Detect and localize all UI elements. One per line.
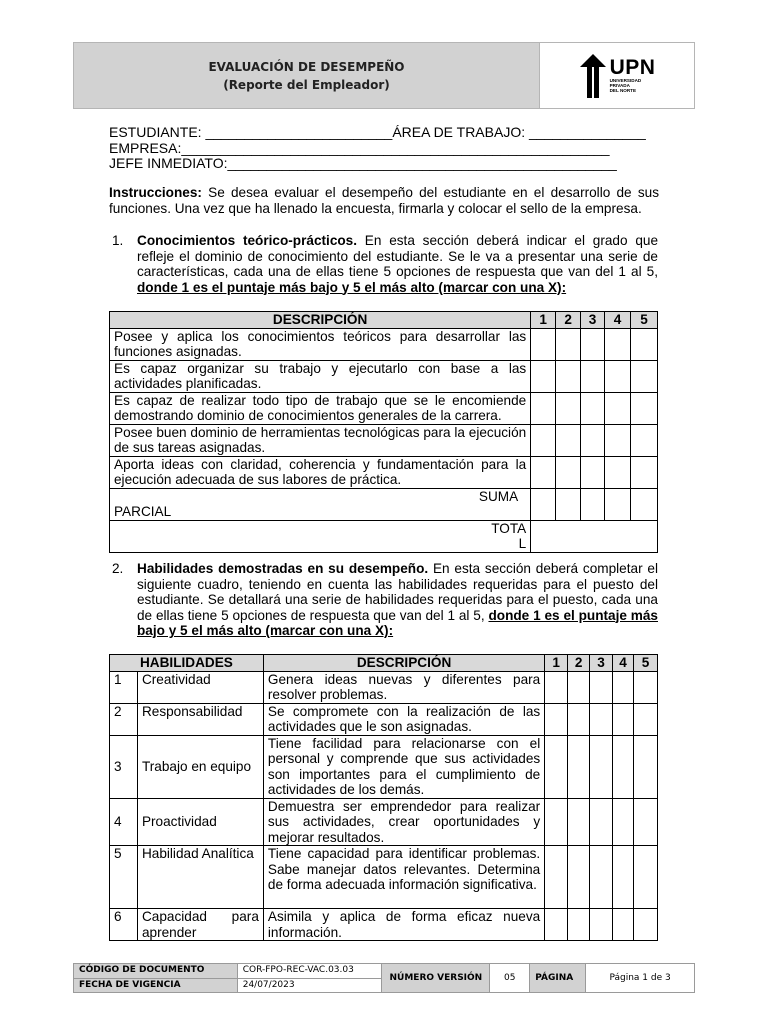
score-cell[interactable] (545, 909, 568, 941)
upn-logo (539, 43, 694, 108)
score-cell[interactable] (634, 846, 658, 909)
score-cell[interactable] (531, 488, 556, 520)
table-row (110, 328, 658, 360)
skill-name: Capacidad para aprender (137, 909, 263, 941)
skill-description: Asimila y aplica de forma eficaz nueva información. (263, 909, 544, 941)
table1-row-2-description: Es capaz organizar su trabajo y ejecutarlo con base a las actividades planificadas. (110, 360, 531, 392)
skill-name: Habilidad Analítica (137, 846, 263, 909)
section-2-emphasis: donde 1 es el puntaje más bajo y 5 el más alto (marcar con una X): (137, 607, 658, 638)
score-cell[interactable] (556, 328, 581, 360)
instructions (109, 185, 659, 216)
score-cell[interactable] (545, 671, 568, 703)
score-cell[interactable] (531, 392, 556, 424)
table1-row-3-description: Es capaz de realizar todo tipo de trabajo que se le encomiende demostrando dominio de conocimientos generales de la carrera. (110, 392, 531, 424)
score-cell[interactable] (556, 424, 581, 456)
logo-line-2: PRIVADA (609, 83, 630, 88)
score-cell[interactable] (568, 671, 590, 703)
document-title: EVALUACIÓN DE DESEMPEÑO (208, 59, 405, 74)
page-label: PÁGINA (530, 964, 586, 993)
score-cell[interactable] (605, 328, 631, 360)
table-row (110, 456, 658, 488)
score-cell[interactable] (631, 328, 658, 360)
score-cell[interactable] (545, 735, 568, 798)
table1-score-2: 2 (556, 312, 581, 329)
table-row (110, 360, 658, 392)
score-cell[interactable] (568, 735, 590, 798)
skill-description: Tiene facilidad para relacionarse con el personal y comprende que sus actividades son importantes para el cumplimiento de actividades de los demás. (263, 735, 544, 798)
table1-row-5-description: Aporta ideas con claridad, coherencia y fundamentación para la ejecución adecuada de sus labores de práctica. (110, 456, 531, 488)
score-cell[interactable] (590, 703, 613, 735)
score-cell[interactable] (581, 392, 605, 424)
table-row (110, 846, 658, 909)
score-cell[interactable] (581, 488, 605, 520)
instructions-label: Instrucciones: (109, 185, 202, 200)
skill-description: Se compromete con la realización de las actividades que le son asignadas. (263, 703, 544, 735)
score-cell[interactable] (568, 703, 590, 735)
footer-row-1 (74, 964, 695, 979)
score-cell[interactable] (545, 846, 568, 909)
section-1-intro (137, 233, 658, 295)
knowledge-table (109, 311, 658, 553)
table2-score-2: 2 (568, 655, 590, 672)
total-row (110, 520, 658, 552)
score-cell[interactable] (613, 735, 634, 798)
score-cell[interactable] (631, 424, 658, 456)
table-row (110, 671, 658, 703)
score-cell[interactable] (605, 488, 631, 520)
score-cell[interactable] (605, 456, 631, 488)
student-area-field[interactable]: ESTUDIANTE: ________________________ÁREA DE TRABAJO: _______________ (109, 125, 646, 140)
score-cell[interactable] (531, 424, 556, 456)
logo-name: UPN (609, 56, 656, 79)
row-number: 5 (110, 846, 138, 909)
table-row (110, 735, 658, 798)
table-row (110, 798, 658, 846)
score-cell[interactable] (531, 360, 556, 392)
version-label: NÚMERO VERSIÓN (382, 964, 490, 993)
partial-sum-label: SUMA PARCIAL (110, 488, 531, 520)
table1-description-header: DESCRIPCIÓN (110, 312, 531, 329)
table2-score-3: 3 (590, 655, 613, 672)
skills-header: HABILIDADES (110, 655, 264, 672)
score-cell[interactable] (581, 360, 605, 392)
score-cell[interactable] (631, 392, 658, 424)
table1-score-3: 3 (581, 312, 605, 329)
logo-line-1: UNIVERSIDAD (609, 78, 642, 83)
skills-table (109, 654, 658, 941)
score-cell[interactable] (581, 328, 605, 360)
section-2-text: En esta sección deberá completar el siguiente cuadro, teniendo en cuenta las habilidades requeridas para el puesto del estudiante. Se detallará una serie de habilidades requeridas para el puesto, cada una de ellas tiene 5 opciones de respuesta que van del 1 al 5, (137, 561, 658, 623)
score-cell[interactable] (568, 798, 590, 846)
table2-score-5: 5 (634, 655, 658, 672)
table1-row-4-description: Posee buen dominio de herramientas tecnológicas para la ejecución de sus tareas asignadas. (110, 424, 531, 456)
score-cell[interactable] (581, 424, 605, 456)
score-cell[interactable] (631, 488, 658, 520)
table-row (110, 909, 658, 941)
score-cell[interactable] (634, 798, 658, 846)
document-header (73, 42, 695, 109)
section-2-number: 2. (112, 561, 124, 576)
score-cell[interactable] (545, 798, 568, 846)
table1-header-row (110, 312, 658, 329)
score-cell[interactable] (605, 392, 631, 424)
row-number: 6 (110, 909, 138, 941)
company-field[interactable]: EMPRESA:_______________________________________________________ (109, 140, 610, 156)
row-number: 3 (110, 735, 138, 798)
skill-name: Proactividad (137, 798, 263, 846)
validity-date-label: FECHA DE VIGENCIA (74, 978, 238, 993)
page-value: Página 1 de 3 (586, 964, 695, 993)
table-row (110, 392, 658, 424)
document-subtitle: (Reporte del Empleador) (223, 77, 390, 92)
table2-score-1: 1 (545, 655, 568, 672)
table1-score-4: 4 (605, 312, 631, 329)
score-cell[interactable] (613, 846, 634, 909)
validity-date-value: 24/07/2023 (237, 978, 382, 993)
section-1-emphasis: donde 1 es el puntaje más bajo y 5 el más alto (marcar con una X): (137, 279, 567, 295)
score-cell[interactable] (590, 671, 613, 703)
skill-description: Genera ideas nuevas y diferentes para resolver problemas. (263, 671, 544, 703)
document-code-label: CÓDIGO DE DOCUMENTO (74, 964, 238, 979)
score-cell[interactable] (613, 671, 634, 703)
score-cell[interactable] (605, 360, 631, 392)
table-row (110, 703, 658, 735)
table1-row-1-description: Posee y aplica los conocimientos teóricos para desarrollar las funciones asignadas. (110, 328, 531, 360)
table1-score-5: 5 (631, 312, 658, 329)
score-cell[interactable] (568, 909, 590, 941)
score-cell[interactable] (634, 735, 658, 798)
skill-description: Demuestra ser emprendedor para realizar sus actividades, crear oportunidades y mejorar resultados. (263, 798, 544, 846)
upn-arrow-icon (579, 54, 607, 98)
score-cell[interactable] (634, 703, 658, 735)
student-fields (109, 125, 659, 172)
document-footer (73, 963, 695, 993)
score-cell[interactable] (634, 909, 658, 941)
score-cell[interactable] (556, 488, 581, 520)
logo-line-3: DEL NORTE (609, 88, 637, 93)
document-code-value: COR-FPO-REC-VAC.03.03 (237, 964, 382, 979)
score-cell[interactable] (556, 456, 581, 488)
score-cell[interactable] (556, 360, 581, 392)
section-1-title: Conocimientos teórico-prácticos. (137, 233, 358, 248)
score-cell[interactable] (613, 798, 634, 846)
total-label: TOTA L (110, 520, 531, 552)
total-cell[interactable] (531, 520, 658, 552)
table2-score-4: 4 (613, 655, 634, 672)
section-1-text: En esta sección deberá indicar el grado que refleje el dominio de conocimiento del estudiante. Se le va a presentar una serie de características, cada una de ellas tiene 5 opciones de respuesta que van del 1 al 5, (137, 233, 659, 279)
score-cell[interactable] (613, 703, 634, 735)
skill-description: Tiene capacidad para identificar problemas. Sabe manejar datos relevantes. Determina de forma adecuada información significativa. (263, 846, 544, 909)
row-number: 2 (110, 703, 138, 735)
partial-sum-row (110, 488, 658, 520)
score-cell[interactable] (531, 456, 556, 488)
score-cell[interactable] (613, 909, 634, 941)
table2-header-row (110, 655, 658, 672)
row-number: 1 (110, 671, 138, 703)
section-1-number: 1. (112, 233, 124, 248)
score-cell[interactable] (631, 456, 658, 488)
row-number: 4 (110, 798, 138, 846)
skill-name: Creatividad (137, 671, 263, 703)
table-row (110, 424, 658, 456)
score-cell[interactable] (545, 703, 568, 735)
score-cell[interactable] (634, 671, 658, 703)
section-2-title: Habilidades demostradas en su desempeño. (137, 561, 429, 576)
table2-description-header: DESCRIPCIÓN (263, 655, 544, 672)
section-2-intro (137, 561, 658, 639)
score-cell[interactable] (590, 798, 613, 846)
score-cell[interactable] (531, 328, 556, 360)
score-cell[interactable] (556, 392, 581, 424)
supervisor-field[interactable]: JEFE INMEDIATO:__________________________________________________ (109, 156, 617, 171)
version-value: 05 (490, 964, 530, 993)
score-cell[interactable] (568, 846, 590, 909)
table1-score-1: 1 (531, 312, 556, 329)
skill-name: Trabajo en equipo (137, 735, 263, 798)
score-cell[interactable] (605, 424, 631, 456)
score-cell[interactable] (581, 456, 605, 488)
skill-name: Responsabilidad (137, 703, 263, 735)
score-cell[interactable] (590, 846, 613, 909)
header-title-block (74, 43, 539, 108)
score-cell[interactable] (631, 360, 658, 392)
score-cell[interactable] (590, 909, 613, 941)
score-cell[interactable] (590, 735, 613, 798)
instructions-text: Se desea evaluar el desempeño del estudiante en el desarrollo de sus funciones. Una vez que ha llenado la encuesta, firmarla y colocar el sello de la empresa. (109, 185, 659, 216)
